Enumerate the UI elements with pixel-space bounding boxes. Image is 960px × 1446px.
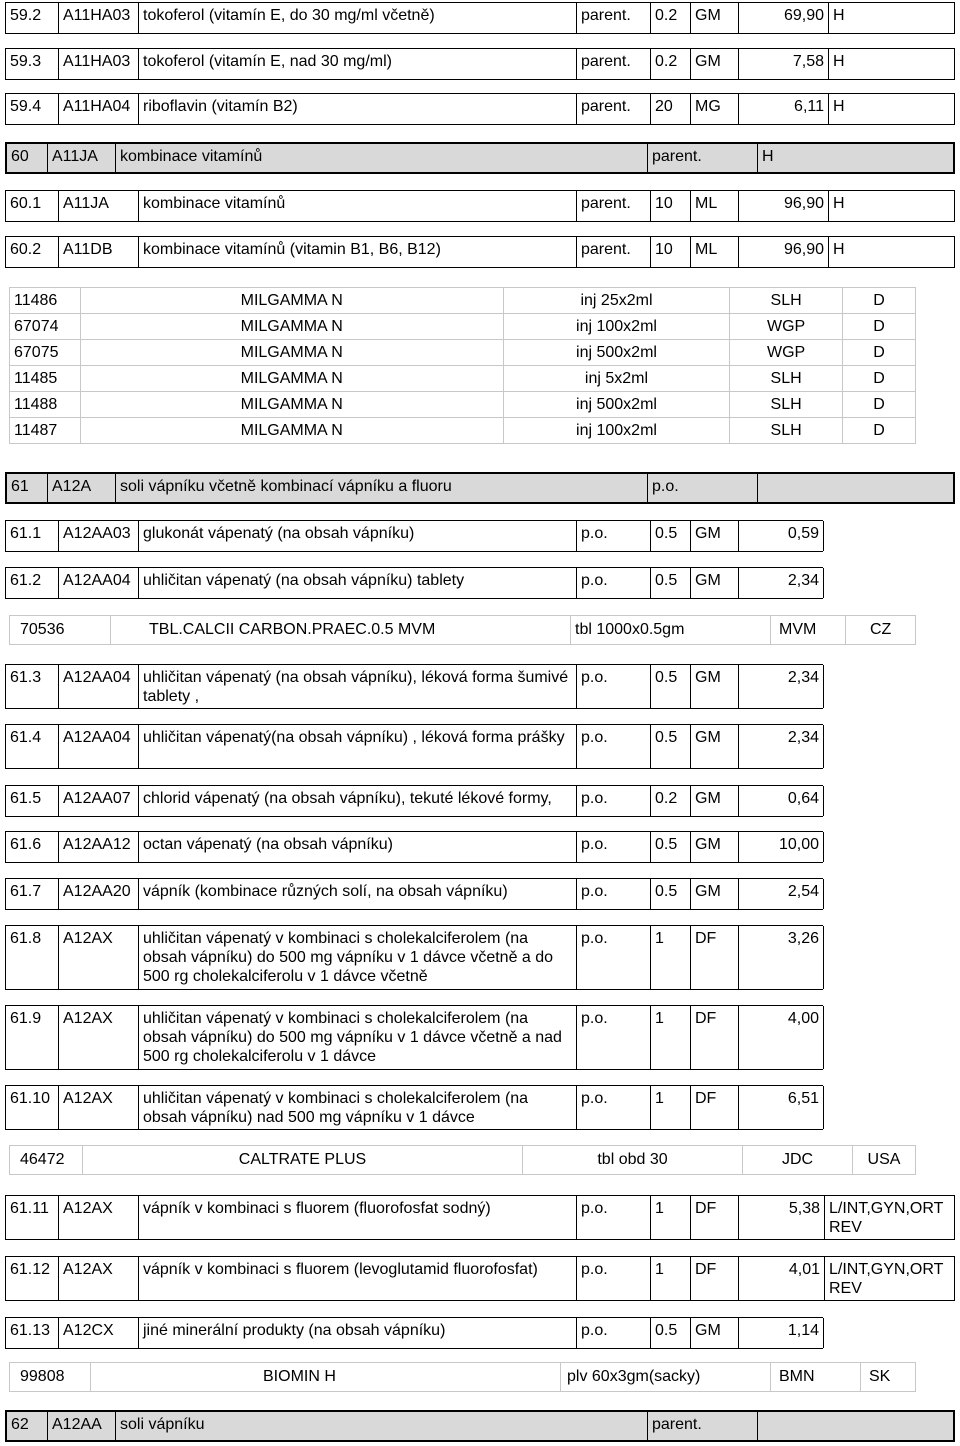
group-header: [5, 472, 955, 504]
category: H: [828, 3, 858, 33]
product-row: [10, 314, 916, 340]
row-number: 61.8: [10, 930, 42, 947]
product-code: 11486: [10, 288, 81, 314]
quantity: 1: [650, 1196, 690, 1239]
unit: MG: [690, 94, 738, 124]
atc-code: A12AX: [58, 926, 138, 989]
atc-code: A12AA04: [58, 568, 138, 598]
product-maker: SLH: [730, 366, 843, 392]
table-row: [5, 1195, 955, 1240]
route: parent.: [576, 94, 650, 124]
quantity: 0.5: [650, 568, 690, 598]
product-code: 99808: [20, 1368, 65, 1385]
quantity: 1: [650, 1257, 690, 1300]
substance-name: glukonát vápenatý (na obsah vápníku): [138, 521, 576, 551]
route: p.o.: [576, 1196, 650, 1239]
product-name: BIOMIN H: [90, 1363, 560, 1391]
atc-code: A12AA12: [58, 832, 138, 862]
product-country: D: [842, 314, 915, 340]
product-name: CALTRATE PLUS: [82, 1146, 522, 1174]
product-country: USA: [852, 1146, 915, 1174]
row-number: 59.4: [10, 98, 42, 115]
category: [757, 474, 953, 502]
table-row: [5, 2, 955, 34]
product-country: D: [842, 366, 915, 392]
atc-code: A12AX: [58, 1196, 138, 1239]
product-name: TBL.CALCII CARBON.PRAEC.0.5 MVM: [110, 616, 570, 644]
table-row: [5, 785, 823, 817]
price: 3,26: [738, 926, 824, 989]
price: 96,90: [738, 191, 828, 221]
unit: ML: [690, 237, 738, 267]
group-name: soli vápníku: [115, 1412, 647, 1440]
table-row: [5, 567, 823, 599]
atc-code: A12AA: [47, 1412, 115, 1440]
atc-code: A11HA04: [58, 94, 138, 124]
group-number: 61: [11, 478, 29, 495]
substance-name: uhličitan vápenatý v kombinaci s cholekalciferolem (na obsah vápníku) do 500 mg vápníku v 1 dávce včetně a nad 500 rg cholekalciferolu v 1 dávce: [138, 1006, 576, 1069]
product-code: 11488: [10, 392, 81, 418]
route: parent.: [576, 49, 650, 79]
product-row: [9, 1362, 916, 1392]
product-maker: SLH: [730, 392, 843, 418]
substance-name: kombinace vitamínů: [138, 191, 576, 221]
product-row: [10, 288, 916, 314]
table-row: [5, 236, 955, 268]
product-form: inj 25x2ml: [503, 288, 729, 314]
atc-code: A12AA04: [58, 665, 138, 708]
unit: GM: [690, 665, 738, 708]
unit: DF: [690, 1006, 738, 1069]
product-maker: SLH: [730, 418, 843, 444]
price: 2,54: [738, 879, 824, 909]
product-maker: WGP: [730, 314, 843, 340]
row-number: 61.6: [10, 836, 42, 853]
group-number: 62: [11, 1416, 29, 1433]
product-name: MILGAMMA N: [80, 366, 503, 392]
table-row: [5, 831, 823, 863]
product-row: [10, 340, 916, 366]
row-number: 61.3: [10, 669, 42, 686]
product-form: inj 100x2ml: [503, 314, 729, 340]
table-row: [5, 1256, 955, 1301]
product-country: D: [842, 288, 915, 314]
quantity: 0.5: [650, 521, 690, 551]
price: 0,64: [738, 786, 824, 816]
row-number: 61.9: [10, 1010, 42, 1027]
quantity: 10: [650, 191, 690, 221]
substance-name: vápník v kombinaci s fluorem (fluorofosfat sodný): [138, 1196, 576, 1239]
quantity: 1: [650, 1086, 690, 1129]
unit: GM: [690, 521, 738, 551]
product-code: 70536: [20, 621, 65, 638]
table-row: [5, 925, 823, 990]
unit: DF: [690, 1086, 738, 1129]
group-header: [5, 142, 955, 174]
product-row: [10, 418, 916, 444]
table-row: [5, 1005, 823, 1070]
substance-name: uhličitan vápenatý (na obsah vápníku), léková forma šumivé tablety ,: [138, 665, 576, 708]
substance-name: uhličitan vápenatý(na obsah vápníku) , léková forma prášky: [138, 725, 576, 768]
row-number: 61.12: [10, 1261, 51, 1278]
row-number: 61.7: [10, 883, 42, 900]
group-number: 60: [11, 148, 29, 165]
substance-name: vápník v kombinaci s fluorem (levoglutamid fluorofosfat): [138, 1257, 576, 1300]
group-name: kombinace vitamínů: [115, 144, 647, 172]
route: parent.: [576, 237, 650, 267]
quantity: 0.5: [650, 879, 690, 909]
product-form: plv 60x3gm(sacky): [560, 1363, 770, 1391]
category: L/INT,GYN,ORT REV: [824, 1257, 954, 1300]
route: p.o.: [576, 521, 650, 551]
row-number: 61.4: [10, 729, 42, 746]
substance-name: chlorid vápenatý (na obsah vápníku), tekuté lékové formy,: [138, 786, 576, 816]
product-name: MILGAMMA N: [80, 392, 503, 418]
table-row: [5, 878, 823, 910]
atc-code: A12AX: [58, 1006, 138, 1069]
route: p.o.: [576, 1318, 650, 1348]
route: parent.: [647, 144, 757, 172]
price: 69,90: [738, 3, 828, 33]
category: H: [828, 191, 858, 221]
atc-code: A12AX: [58, 1086, 138, 1129]
table-row: [5, 520, 823, 552]
category: H: [828, 237, 858, 267]
table-row: [5, 190, 955, 222]
atc-code: A11DB: [58, 237, 138, 267]
price: 4,00: [738, 1006, 824, 1069]
price: 2,34: [738, 665, 824, 708]
route: p.o.: [576, 879, 650, 909]
product-name: MILGAMMA N: [80, 314, 503, 340]
category: L/INT,GYN,ORT REV: [824, 1196, 954, 1239]
product-name: MILGAMMA N: [80, 288, 503, 314]
quantity: 20: [650, 94, 690, 124]
row-number: 61.13: [10, 1322, 51, 1339]
unit: GM: [690, 879, 738, 909]
product-maker: BMN: [770, 1363, 860, 1391]
price: 4,01: [738, 1257, 824, 1300]
unit: ML: [690, 191, 738, 221]
substance-name: uhličitan vápenatý (na obsah vápníku) tablety: [138, 568, 576, 598]
category: H: [757, 144, 953, 172]
product-code: 46472: [20, 1151, 65, 1168]
unit: GM: [690, 786, 738, 816]
table-row: [5, 48, 955, 80]
product-form: tbl 1000x0.5gm: [570, 616, 770, 644]
atc-code: A12AA03: [58, 521, 138, 551]
product-name: MILGAMMA N: [80, 340, 503, 366]
route: p.o.: [647, 474, 757, 502]
substance-name: uhličitan vápenatý v kombinaci s cholekalciferolem (na obsah vápníku) do 500 mg vápníku v 1 dávce včetně a do 500 rg cholekalciferolu v 1 dávce včetně: [138, 926, 576, 989]
product-form: tbl obd 30: [522, 1146, 742, 1174]
row-number: 61.10: [10, 1090, 51, 1107]
unit: DF: [690, 1257, 738, 1300]
atc-code: A12CX: [58, 1318, 138, 1348]
product-table: [9, 287, 916, 444]
row-number: 61.1: [10, 525, 42, 542]
route: parent.: [647, 1412, 757, 1440]
quantity: 0.5: [650, 832, 690, 862]
table-row: [5, 1317, 823, 1349]
route: parent.: [576, 191, 650, 221]
price: 96,90: [738, 237, 828, 267]
product-code: 67075: [10, 340, 81, 366]
price: 0,59: [738, 521, 824, 551]
substance-name: kombinace vitamínů (vitamin B1, B6, B12): [138, 237, 576, 267]
category: H: [828, 94, 858, 124]
atc-code: A11JA: [47, 144, 115, 172]
unit: GM: [690, 832, 738, 862]
product-country: D: [842, 340, 915, 366]
atc-code: A12AA20: [58, 879, 138, 909]
substance-name: uhličitan vápenatý v kombinaci s cholekalciferolem (na obsah vápníku) nad 500 mg vápníku v 1 dávce: [138, 1086, 576, 1129]
price: 2,34: [738, 568, 824, 598]
route: p.o.: [576, 832, 650, 862]
product-maker: WGP: [730, 340, 843, 366]
product-country: D: [842, 418, 915, 444]
product-code: 67074: [10, 314, 81, 340]
product-row: [9, 615, 916, 645]
product-form: inj 5x2ml: [503, 366, 729, 392]
table-row: [5, 93, 955, 125]
quantity: 0.5: [650, 665, 690, 708]
unit: GM: [690, 568, 738, 598]
product-code: 11487: [10, 418, 81, 444]
category: H: [828, 49, 858, 79]
substance-name: octan vápenatý (na obsah vápníku): [138, 832, 576, 862]
product-row: [9, 1145, 916, 1175]
group-name: soli vápníku včetně kombinací vápníku a fluoru: [115, 474, 647, 502]
product-maker: SLH: [730, 288, 843, 314]
atc-code: A12AA04: [58, 725, 138, 768]
price: 6,51: [738, 1086, 824, 1129]
route: p.o.: [576, 1086, 650, 1129]
group-header: [5, 1410, 955, 1442]
product-country: CZ: [845, 616, 915, 644]
product-form: inj 500x2ml: [503, 340, 729, 366]
quantity: 0.2: [650, 3, 690, 33]
product-code: 11485: [10, 366, 81, 392]
price: 7,58: [738, 49, 828, 79]
quantity: 10: [650, 237, 690, 267]
price: 5,38: [738, 1196, 824, 1239]
quantity: 1: [650, 1006, 690, 1069]
table-row: [5, 724, 823, 769]
route: p.o.: [576, 1257, 650, 1300]
product-country: SK: [860, 1363, 915, 1391]
route: p.o.: [576, 725, 650, 768]
product-country: D: [842, 392, 915, 418]
price: 6,11: [738, 94, 828, 124]
product-maker: MVM: [770, 616, 845, 644]
product-name: MILGAMMA N: [80, 418, 503, 444]
row-number: 61.11: [10, 1200, 49, 1217]
row-number: 60.2: [10, 241, 42, 258]
quantity: 1: [650, 926, 690, 989]
substance-name: vápník (kombinace různých solí, na obsah vápníku): [138, 879, 576, 909]
unit: DF: [690, 926, 738, 989]
price: 2,34: [738, 725, 824, 768]
row-number: 61.2: [10, 572, 42, 589]
unit: GM: [690, 49, 738, 79]
substance-name: tokoferol (vitamín E, nad 30 mg/ml): [138, 49, 576, 79]
route: p.o.: [576, 1006, 650, 1069]
unit: GM: [690, 725, 738, 768]
atc-code: A12AA07: [58, 786, 138, 816]
product-maker: JDC: [742, 1146, 852, 1174]
route: p.o.: [576, 786, 650, 816]
route: p.o.: [576, 926, 650, 989]
unit: GM: [690, 3, 738, 33]
row-number: 60.1: [10, 195, 42, 212]
unit: DF: [690, 1196, 738, 1239]
quantity: 0.2: [650, 49, 690, 79]
quantity: 0.2: [650, 786, 690, 816]
unit: GM: [690, 1318, 738, 1348]
atc-code: A12AX: [58, 1257, 138, 1300]
route: parent.: [576, 3, 650, 33]
table-row: [5, 664, 823, 709]
route: p.o.: [576, 568, 650, 598]
route: p.o.: [576, 665, 650, 708]
row-number: 59.3: [10, 53, 42, 70]
row-number: 61.5: [10, 790, 42, 807]
atc-code: A12A: [47, 474, 115, 502]
price: 10,00: [738, 832, 824, 862]
price: 1,14: [738, 1318, 824, 1348]
product-row: [10, 366, 916, 392]
row-number: 59.2: [10, 7, 42, 24]
product-form: inj 100x2ml: [503, 418, 729, 444]
atc-code: A11HA03: [58, 49, 138, 79]
product-row: [10, 392, 916, 418]
quantity: 0.5: [650, 725, 690, 768]
atc-code: A11JA: [58, 191, 138, 221]
substance-name: tokoferol (vitamín E, do 30 mg/ml včetně): [138, 3, 576, 33]
category: [757, 1412, 953, 1440]
substance-name: riboflavin (vitamín B2): [138, 94, 576, 124]
table-row: [5, 1085, 823, 1130]
atc-code: A11HA03: [58, 3, 138, 33]
product-form: inj 500x2ml: [503, 392, 729, 418]
quantity: 0.5: [650, 1318, 690, 1348]
substance-name: jiné minerální produkty (na obsah vápníku): [138, 1318, 576, 1348]
